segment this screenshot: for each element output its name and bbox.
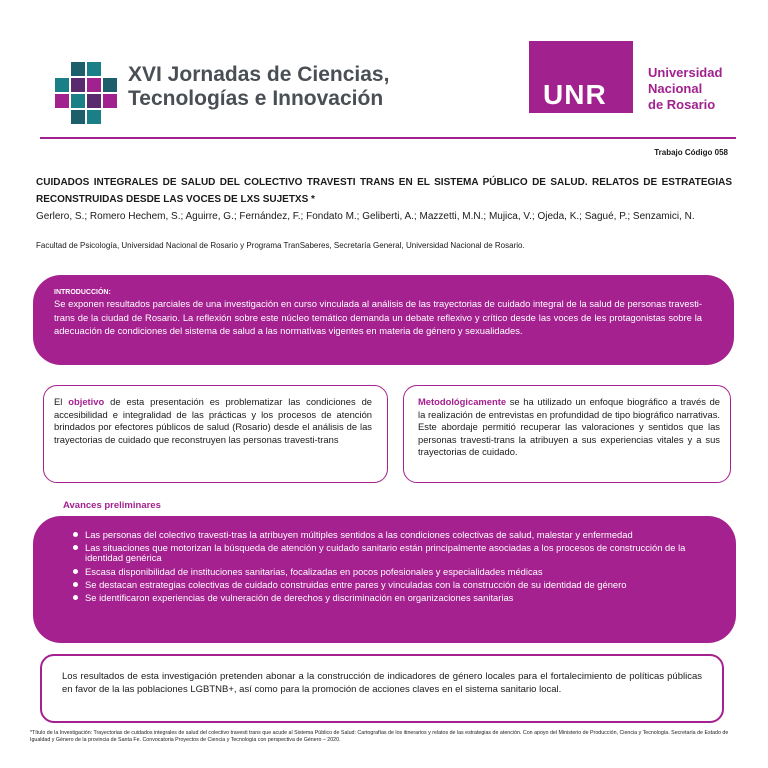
bullet-icon: [73, 532, 78, 537]
advance-item-text: Se identificaron experiencias de vulneración de derechos y discriminación en organizaciones sanitarias: [85, 592, 514, 604]
methodology-text: se ha utilizado un enfoque biográfico a través de la realización de entrevistas en profundidad de tipo biográfico narrativas. Este abordaje permitió recuperar las valoraciones y sentidos que las personas travesti-trans la atribuyen a sus experiencias vitales y a sus trayectorias de cuidado.: [418, 396, 720, 458]
university-name-line1: Universidad: [648, 65, 723, 80]
bullet-icon: [73, 582, 78, 587]
logo-square: [71, 62, 85, 76]
event-title-line2: Tecnologías e Innovación: [128, 87, 384, 110]
advance-item-text: Escasa disponibilidad de instituciones sanitarias, focalizadas en pocos pofesionales y especialidades médicas: [85, 565, 543, 577]
list-item: [85, 593, 706, 603]
objective-box: [43, 385, 388, 483]
university-name-line2: Nacional: [648, 81, 703, 96]
logo-square: [103, 94, 117, 108]
advances-box: [33, 516, 736, 643]
list-item: [85, 580, 706, 590]
bullet-icon: [73, 569, 78, 574]
bullet-icon: [73, 595, 78, 600]
methodology-box: [403, 385, 731, 483]
methodology-paragraph: [418, 396, 720, 459]
methodology-keyword: Metodológicamente: [418, 396, 507, 407]
advances-list: [85, 530, 706, 603]
advance-item-text: Se destacan estrategias colectivas de cuidado construidas entre pares y vinculadas con la construcción de su identidad de género: [85, 578, 627, 590]
list-item: [85, 567, 706, 577]
objective-paragraph: [54, 396, 372, 446]
logo-square: [71, 110, 85, 124]
event-title-line1: XVI Jornadas de Ciencias,: [128, 63, 390, 86]
list-item: [85, 530, 706, 540]
objective-text: de esta presentación es problematizar las condiciones de accesibilidad e integralidad de las prácticas y los procesos de atención brindados por efectores públicos de salud (Rosario) desde el análisis de las trayectorias de cuidado que reconstruyen las personas travesti-trans: [54, 396, 372, 445]
logo-square: [71, 94, 85, 108]
university-name-line3: de Rosario: [648, 97, 716, 112]
event-logo: [55, 62, 117, 122]
logo-square: [55, 78, 69, 92]
logo-square: [55, 94, 69, 108]
logo-square: [87, 94, 101, 108]
objective-prefix: El: [54, 396, 69, 407]
paper-affiliation: Facultad de Psicología, Universidad Nacional de Rosario y Programa TranSaberes, Secretaría General, Universidad Nacional de Rosario.: [36, 241, 525, 250]
list-item: [85, 543, 706, 563]
university-name: [648, 65, 722, 113]
objective-keyword: objetivo: [68, 396, 105, 407]
bullet-icon: [73, 545, 78, 550]
introduction-heading: INTRODUCCIÓN:: [54, 289, 111, 296]
introduction-text: Se exponen resultados parciales de una investigación en curso vinculada al análisis de las trayectorias de cuidado integral de la salud de personas travesti- trans de la ciudad de Rosario. La reflexión sobre este núcleo temático demanda un debate reflexivo y crítico desde las voces de les protagonistas sobre la adecuación de condiciones del sistema de salud a las normativas vigentes en materia de género y sexualidades.: [54, 298, 702, 336]
conclusion-box: [40, 654, 724, 723]
conclusion-text: Los resultados de esta investigación pretenden abonar a la construcción de indicadores de género locales para el fortalecimiento de políticas públicas en favor de la las poblaciones LGBTNB+, así como para la promoción de acciones claves en el sistema sanitario local.: [62, 671, 702, 695]
event-title: [128, 63, 468, 111]
advances-heading: Avances preliminares: [63, 500, 161, 511]
paper-authors: Gerlero, S.; Romero Hechem, S.; Aguirre, G.; Fernández, F.; Fondato M.; Geliberti, A.; Mazzetti, M.N.; Mujica, V.; Ojeda, K.; Sagué, P.; Senzamici, N.: [36, 211, 695, 222]
paper-title: CUIDADOS INTEGRALES DE SALUD DEL COLECTIVO TRAVESTI TRANS EN EL SISTEMA PÚBLICO DE SALUD. RELATOS DE ESTRATEGIAS RECONSTRUIDAS DESDE LAS VOCES DE LXS SUJETXS *: [36, 177, 732, 205]
introduction-box: [33, 275, 734, 365]
logo-square: [71, 78, 85, 92]
advance-item-text: Las situaciones que motorizan la búsqueda de atención y cuidado sanitario están principalmente asociadas a los procesos de construcción de la identidad genérica: [85, 542, 686, 564]
logo-square: [87, 62, 101, 76]
advance-item-text: Las personas del colectivo travesti-tras la atribuyen múltiples sentidos a las condiciones colectivas de salud, malestar y enfermedad: [85, 529, 633, 540]
logo-square: [103, 78, 117, 92]
header-divider: [40, 137, 736, 139]
work-code: Trabajo Código 058: [654, 148, 728, 157]
unr-acronym: UNR: [543, 79, 607, 110]
footnote: *Título de la Investigación: Trayectorias de cuidados integrales de salud del colectivo travesti trans que acude al Sistema Público de Salud: Cartografías de los itinerarios y relatos de las estrategias de atención. Con apoyo del Ministerio de Producción, Ciencia y Tecnología. Secretaría de Estado de Igualdad y Género de la provincia de Santa Fe. Convocatoria Proyectos de Ciencia y Tecnología con perspectiva de Género – 2020.: [30, 730, 729, 744]
logo-square: [87, 110, 101, 124]
unr-logo: [529, 41, 633, 113]
logo-square: [87, 78, 101, 92]
